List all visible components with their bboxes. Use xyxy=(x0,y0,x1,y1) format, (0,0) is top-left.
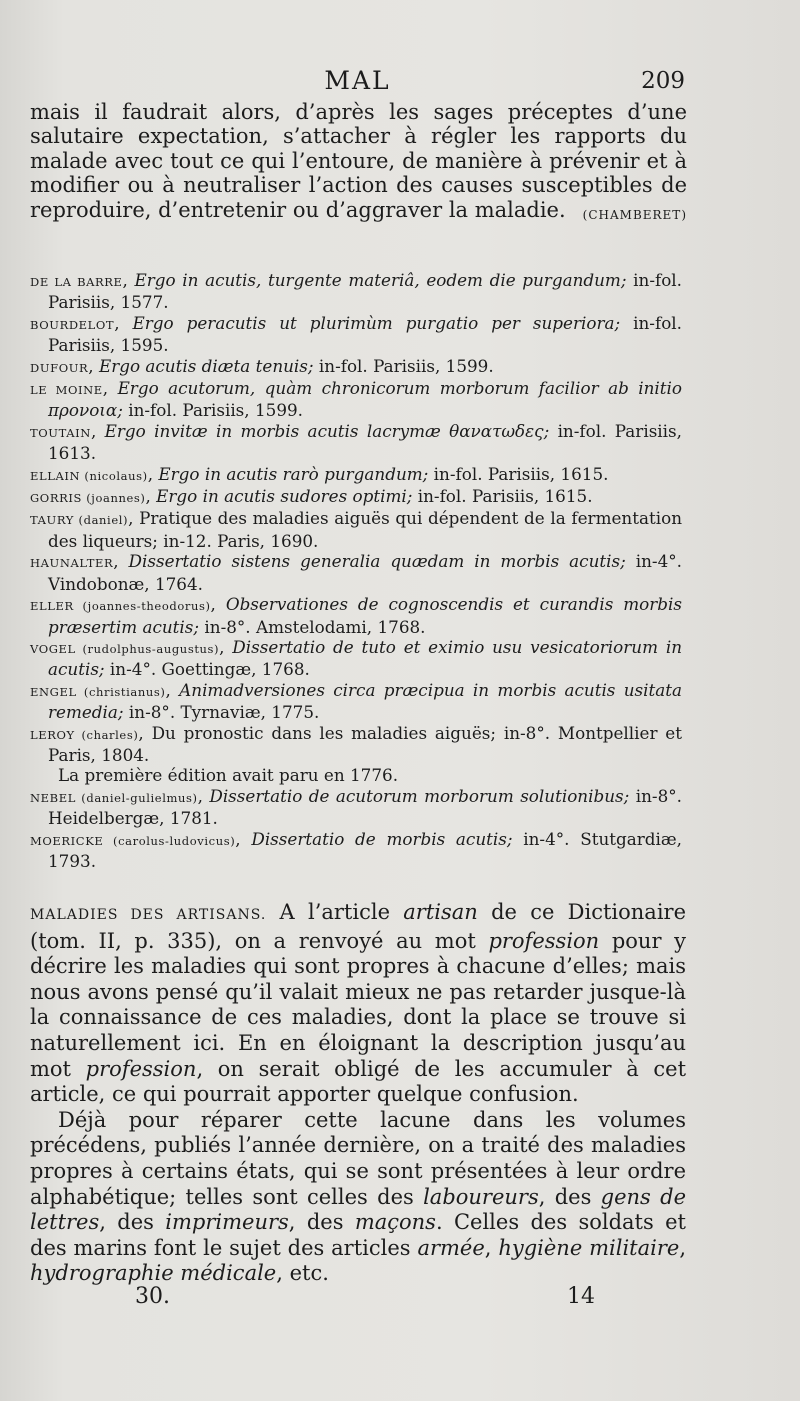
signature-number: 30. xyxy=(135,1284,170,1309)
bibliography-entry: NEBEL (daniel-gulielmus), Dissertatio de acutorum morborum solutionibus; in-8°. Heidelbergæ, 1781. xyxy=(30,785,682,829)
article-paragraph: MALADIES DES ARTISANS. A l’article artisan de ce Dictionaire (tom. II, p. 335), on a renvoyé au mot profession pour y décrire les maladies qui sont propres à chacune d’elles; mais nous avons pensé qu’il valait mieux ne pas retarder jusque-là la connaissance de ces maladies, dont la place se trouve si naturellement ici. En en éloignant la description jusqu’au mot profession, on serait obligé de les accumuler à cet article, ce qui pourrait apporter quelque confusion. xyxy=(30,900,687,1107)
page-number: 209 xyxy=(641,68,685,94)
bibliography-entry: ELLAIN (nicolaus), Ergo in acutis rarò purgandum; in-fol. Parisiis, 1615. xyxy=(30,463,609,484)
author-signature: (CHAMBERET) xyxy=(582,207,687,222)
bibliography-entry: MOERICKE (carolus-ludovicus), Dissertatio de morbis acutis; in-4°. Stutgardiæ, 1793. xyxy=(30,828,682,871)
bibliography-entry: LE MOINE, Ergo acutorum, quàm chronicorum morborum facilior ab initio προνοια; in-fol. Parisiis, 1599. xyxy=(30,378,682,421)
intro-text: mais il faudrait alors, d’après les sages préceptes d’une salutaire expectation, s’attacher à régler les rapports du malade avec tout ce qui l’entoure, de manière à prévenir et à modifier ou à neutraliser l’action des causes susceptibles de reproduire, d’entretenir ou d’aggraver la maladie. xyxy=(30,100,687,222)
bibliography-entry: BOURDELOT, Ergo peracutis ut plurimùm purgatio per superiora; in-fol. Parisiis, 1595. xyxy=(30,312,682,356)
bibliography-entry: ENGEL (christianus), Animadversiones circa præcipua in morbis acutis usitata remedia; in-8°. Tyrnaviæ, 1775. xyxy=(30,679,683,723)
page-footer xyxy=(135,1284,595,1314)
sheet-number: 14 xyxy=(567,1284,595,1309)
bibliography-entry: DUFOUR, Ergo acutis diæta tenuis; in-fol. Parisiis, 1599. xyxy=(30,355,494,376)
bibliography-entry: VOGEL (rudolphus-augustus), Dissertatio de tuto et eximio usu vesicatoriorum in acutis; in-4°. Goettingæ, 1768. xyxy=(30,636,682,680)
article-artisans xyxy=(30,900,686,1287)
bibliography-entry: TAURY (daniel), Pratique des maladies aiguës qui dépendent de la fermentation des liqueurs; in-12. Paris, 1690. xyxy=(30,508,683,551)
bibliography-entry: LEROY (charles), Du pronostic dans les maladies aiguës; in-8°. Montpellier et Paris, 1804. xyxy=(30,722,682,765)
bibliography-entry: TOUTAIN, Ergo invitæ in morbis acutis lacrymæ θανατωδες; in-fol. Parisiis, 1613. xyxy=(30,420,682,464)
bibliography-entry: GORRIS (joannes), Ergo in acutis sudores optimi; in-fol. Parisiis, 1615. xyxy=(30,486,593,507)
article-paragraph: Déjà pour réparer cette lacune dans les volumes précédens, publiés l’année dernière, on a traité des maladies propres à certains états, qui se sont présentées à leur ordre alphabétique; telles sont celles des laboureurs, des gens de lettres, des imprimeurs, des maçons. Celles des soldats et des marins font le sujet des articles armée, hygiène militaire, hydrographie médicale, etc. xyxy=(30,1107,686,1286)
bibliography-entry: DE LA BARRE, Ergo in acutis, turgente materiâ, eodem die purgandum; in-fol. Parisiis, 1577. xyxy=(30,270,683,313)
bibliography-entry: HAUNALTER, Dissertatio sistens generalia quædam in morbis acutis; in-4°. Vindobonæ, 1764. xyxy=(30,551,682,594)
running-header xyxy=(30,66,685,100)
bibliography xyxy=(30,270,682,871)
running-title: MAL xyxy=(324,66,391,95)
bibliography-note: La première édition avait paru en 1776. xyxy=(58,765,399,786)
bibliography-entry: ELLER (joannes-theodorus), Observationes de cognoscendis et curandis morbis præsertim acutis; in-8°. Amstelodami, 1768. xyxy=(30,594,683,637)
article-heading: MALADIES DES ARTISANS. xyxy=(30,907,267,923)
intro-paragraph xyxy=(30,100,687,227)
